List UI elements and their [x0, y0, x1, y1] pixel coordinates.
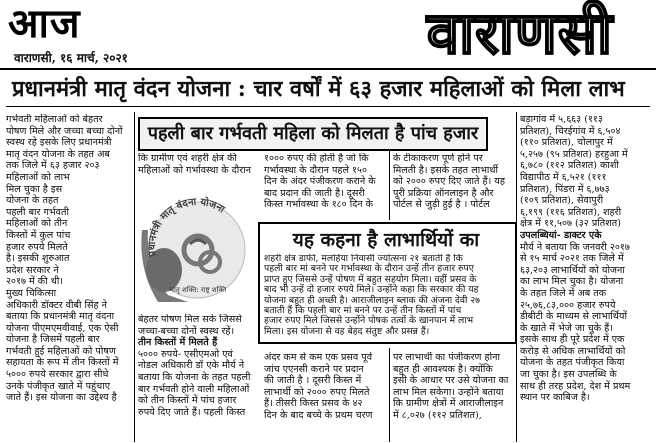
text-line: जा चुका है। इस उपलब्धि के [520, 369, 617, 381]
masthead-rule [0, 68, 656, 70]
city-banner: वाराणसी [426, 0, 614, 67]
text-line: अंदर कम से कम एक प्रसव पूर्व [264, 352, 373, 363]
column-5 [520, 114, 650, 442]
text-line: (११० प्रतिशत), चोलापुर में [520, 137, 613, 149]
testimonials-title: यह कहना है लाभार्थियों का [292, 229, 480, 251]
text-line: गर्भवती महिलाओं को बेहतर [6, 114, 103, 125]
text-line: योजना के तहत पंजीकृत किया [520, 357, 625, 369]
text-line: करोड़ से अधिक लाभार्थियों को [520, 345, 626, 357]
text-line: मिल चुका है इस [6, 183, 63, 195]
logo-tagline: मातृ शक्ति: राष्ट्र शक्ति [169, 286, 227, 294]
text-line: उपलब्धियां- डाक्टर एके [520, 229, 602, 241]
column-1 [6, 114, 132, 442]
text-line: १००० रुपए की होती है जो कि [264, 153, 369, 164]
dateline: वाराणसी, १६ मार्च, २०२१ [14, 51, 128, 65]
text-line: तक जिले में ६३ हजार २०३ [6, 160, 100, 172]
text-line: प्राप्त हुए जिससे उन्हें पोषण में बहुत सहयोग मिला। वहीं प्रसव के [264, 273, 477, 285]
text-line: का लाभ मिल चुका है। योजना [520, 276, 624, 288]
text-line: बड़ागांव में ५,६६३ (११३ [520, 114, 603, 125]
text-line: के खाते में भेजे जा चुके हैं। [520, 322, 613, 334]
testimonials-text [264, 254, 508, 338]
text-line: अधिकारी डॉक्टर वीबी सिंह ने [6, 299, 107, 311]
text-line: बेहतर पोषण मिल सके जिससे [138, 314, 242, 325]
text-line: मुख्य चिकित्सा [6, 287, 57, 299]
text-line: दिन के अंदर पंजीकरण कराने के [264, 176, 376, 188]
text-line: नोडल अधिकारी डॉ एके मौर्य ने [138, 360, 245, 372]
text-line: रुपये दिए जाते हैं। पहली किस्त [138, 406, 246, 418]
text-line: महिलाओं को गर्भावस्था के दौरान [138, 164, 251, 176]
text-line: इसी के आधार पर उसे योजना का [393, 375, 509, 387]
text-line: गर्भावस्था के दौरान पहले १५० [264, 164, 368, 176]
text-line: बाद प्रदान की जाती है। दूसरी [264, 187, 365, 199]
text-line: जाते हैं। इस योजना का उद्देश्य है [6, 392, 117, 404]
text-line: महिलाओं को तीन [6, 218, 68, 230]
text-line: की जाती है । दूसरी किस्त में [264, 375, 362, 387]
main-headline: प्रधानमंत्री मातृ वंदन योजना : चार वर्षों में ६३ हजार महिलाओं को मिला लाभ [12, 76, 625, 102]
text-line: पोषण मिले और जच्चा बच्चा दोनों [6, 125, 123, 137]
column-2-bottom [138, 314, 256, 442]
scheme-logo-image [138, 190, 256, 302]
logo-arc-text: प्रधानमंत्री मातृ वंदना योजना [146, 196, 227, 258]
text-line: हजार रुपए मिले जिससे उन्होंने पोषक तत्वों के खानपान में लाभ [264, 315, 474, 327]
text-line: सहायता के रूप में तीन किस्तों में [6, 357, 119, 369]
text-line: मातृ वंदन योजना के तहत अब [6, 148, 110, 160]
text-line: योजना के तहत [6, 195, 59, 207]
column-divider [134, 112, 135, 442]
text-line: लाभ मिल सकेगा। उन्होंने बताया [393, 386, 504, 398]
text-line: बाद भी उन्हें दो हजार रुपये मिले। उन्होंने कहा कि सरकार की यह [264, 284, 479, 296]
text-line: बताती हैं कि पहली बार मां बनने पर उन्हें तीन किस्तों में पांच [264, 305, 462, 317]
column-divider [516, 112, 517, 442]
text-line: कि ग्रामीण एवं शहरी क्षेत्र की [138, 153, 237, 164]
text-line: महिलाओं को लाभ [6, 171, 70, 183]
text-line: उनके पंजीकृत खाते में पहुंचाए [6, 380, 111, 392]
text-line: पर लाभार्थी का पंजीकरण होना [393, 352, 500, 363]
text-line: कि ग्रामीण क्षेत्रों में आराजीलाइन [393, 398, 504, 410]
text-line: स्थान पर काबिज है। [520, 392, 590, 404]
text-line: मिला। इस योजना से वह बेहद संतुष्ट और प्रसन्न हैं। [264, 325, 430, 337]
text-line: गर्भवती हुई महिलाओं को पोषण [6, 345, 116, 357]
text-line: बताया कि प्रधानमंत्री मातृ वंदना [6, 311, 115, 323]
text-line: विद्यापीठ में ६,५२१ (१११ [520, 171, 607, 183]
text-line: क्षेत्र में ११,५०७ (३२ प्रतिशत) [520, 218, 621, 230]
text-line: किस्तों में कुल पांच [6, 229, 71, 241]
text-line: ६,७८० (११२ प्रतिशत) काशी [520, 160, 619, 172]
text-line: दिन के बाद बच्चे के प्रथम चरण [264, 409, 373, 421]
text-line: योजना बहुत ही अच्छी है। आराजीलाइन ब्लाक की अंजना देवी २७ [264, 294, 480, 306]
column-2-top [138, 153, 256, 179]
text-line: साथ ही तरह प्रदेश, देश में प्रथम [520, 380, 631, 392]
headline-rule [6, 106, 650, 107]
column-divider [389, 348, 390, 442]
text-line: में ८,०२७ (११२ प्रतिशत), [393, 409, 482, 421]
text-line: डीबीटी के माध्यम से लाभार्थियों [520, 311, 627, 323]
text-line: पहली बार गर्भवती [6, 206, 69, 218]
text-line: ५००० रुपये- एसीएमओ एवं [138, 348, 233, 360]
text-line: हैं। तीसरी किस्त प्रसव के ४२ [264, 398, 363, 410]
text-line: २०१७ में की थी। [6, 276, 63, 288]
subheadline: पहली बार गर्भवती महिला को मिलता है पांच हजार [138, 117, 488, 151]
text-line: योजना पीएमएमवीवाई, एक ऐसी [6, 322, 119, 334]
text-line: मिलती है। इसके तहत लाभार्थी [393, 164, 499, 176]
column-4-bottom [393, 352, 511, 442]
text-line: जांच एएनसी कराने पर प्रदान [264, 363, 364, 375]
text-line: को तीन किस्तों में पांच हजार [138, 395, 237, 407]
text-line: शहरी क्षेत्र डाफी, मलहिया निवासी ज्योत्सना २१ बताती हैं कि [264, 254, 463, 264]
text-line: ६३,२०३ लाभार्थियों को योजना [520, 264, 625, 276]
text-line: २५,७६,८३,००० हजार रुपये [520, 299, 616, 311]
text-line: योजना है जिसमें पहली बार [6, 334, 100, 346]
text-line: हजार रुपये मिलते [6, 241, 68, 253]
text-line: पोर्टल से जुड़ी हुई है । पोर्टल [393, 199, 490, 211]
text-line: को २००० रुपए दिए जाते हैं। यह [393, 176, 505, 188]
column-3-top [264, 153, 386, 217]
column-divider [389, 150, 390, 220]
text-line: तीन किस्तों में मिलते हैं [138, 337, 218, 349]
text-line: के तहत जिले में अब तक [520, 287, 607, 299]
text-line: प्रतिशत), पिंडरा में ६,७७३ [520, 183, 610, 195]
text-line: बहुत ही आवश्यक है। क्योंकि [393, 363, 493, 375]
text-line: बार गर्भवती होने वाली महिलाओं [138, 383, 250, 395]
text-line: किस्त गर्भावस्था के १८० दिन के [264, 199, 374, 211]
text-line: पूरी प्रक्रिया ऑनलाइन है और [393, 187, 494, 199]
text-line: प्रदेश सरकार ने [6, 264, 59, 276]
text-line: ६,१९९ (११६ प्रतिशत), शहरी [520, 206, 622, 218]
text-line: इसके साथ ही पूरे प्रदेश में एक [520, 334, 625, 346]
text-line: के टीकाकरण पूर्ण होने पर [393, 153, 483, 164]
text-line: पहली बार मां बनने पर गर्भावस्था के दौरान उन्हें तीन हजार रुपए [264, 263, 474, 275]
column-3-bottom [264, 352, 386, 442]
column-4-top [393, 153, 511, 217]
text-line: बताया कि योजना के तहत पहली [138, 371, 251, 383]
text-line: ५,२५७ (९५ प्रतिशत) हरहुआ में [520, 148, 628, 160]
text-line: मौर्य ने बताया कि जनवरी २०१७ [520, 241, 630, 253]
text-line: से १५ मार्च २०२१ तक जिले में [520, 253, 624, 265]
text-line: ५००० रुपये सरकार द्वारा सीधे [6, 369, 109, 381]
text-line: लाभार्थी को २००० रुपए मिलते [264, 386, 370, 398]
text-line: स्वस्थ रहे इसके लिए प्रधानमंत्री [6, 137, 112, 149]
text-line: प्रतिशत), चिरईगांव में ६,५०४ [520, 125, 621, 137]
newspaper-logo: आज [8, 0, 81, 47]
text-line: जच्चा-बच्चा दोनों स्वस्थ रहें। [138, 325, 235, 337]
text-line: है। इसकी शुरुआत [6, 253, 70, 265]
text-line: (१०९ प्रतिशत), सेवापुरी [520, 195, 604, 207]
